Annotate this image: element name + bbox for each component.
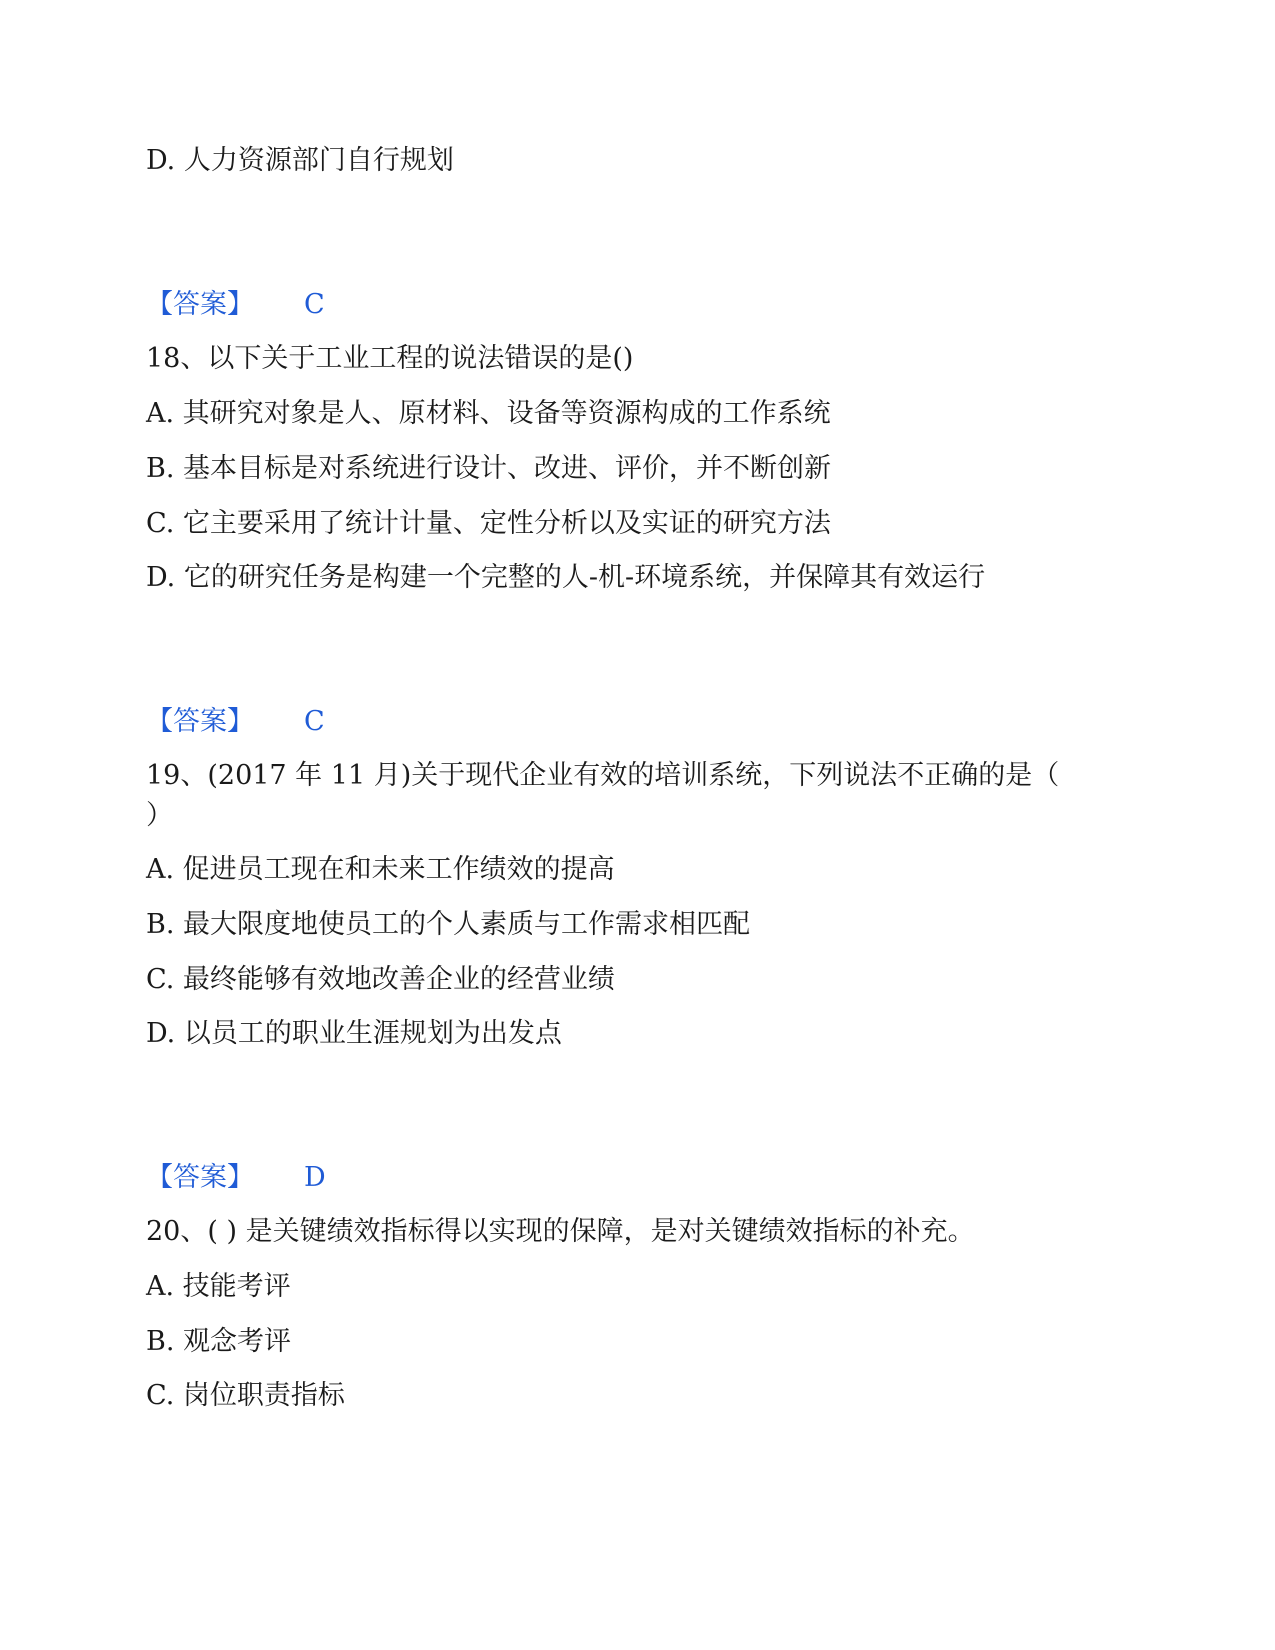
answer-label: 【答案】 <box>146 289 254 320</box>
q20-stem: 20、( ) 是关键绩效指标得以实现的保障，是对关键绩效指标的补充。 <box>146 1216 975 1247</box>
q19-option-d: D. 以员工的职业生涯规划为出发点 <box>146 1018 562 1049</box>
q20-option-c: C. 岗位职责指标 <box>146 1380 345 1411</box>
q18-option-d: D. 它的研究任务是构建一个完整的人-机-环境系统，并保障其有效运行 <box>146 562 986 593</box>
q20-option-b: B. 观念考评 <box>146 1326 292 1357</box>
answer-q18 <box>146 705 325 739</box>
answer-label: 【答案】 <box>146 706 254 737</box>
q18-stem: 18、以下关于工业工程的说法错误的是() <box>146 343 634 374</box>
q19-stem-line2: ） <box>146 800 173 831</box>
answer-value: D <box>304 1162 326 1193</box>
q19-option-c: C. 最终能够有效地改善企业的经营业绩 <box>146 964 615 995</box>
answer-q19 <box>146 1161 326 1195</box>
q18-option-c: C. 它主要采用了统计计量、定性分析以及实证的研究方法 <box>146 508 831 539</box>
q20-option-a: A. 技能考评 <box>146 1271 291 1302</box>
q18-option-b: B. 基本目标是对系统进行设计、改进、评价，并不断创新 <box>146 453 832 484</box>
answer-value: C <box>304 706 325 737</box>
q18-option-a: A. 其研究对象是人、原材料、设备等资源构成的工作系统 <box>146 398 831 429</box>
prev-option-d: D. 人力资源部门自行规划 <box>146 145 454 176</box>
answer-label: 【答案】 <box>146 1162 254 1193</box>
answer-q17 <box>146 288 325 322</box>
q19-stem-line1: 19、(2017 年 11 月)关于现代企业有效的培训系统，下列说法不正确的是（ <box>146 760 1060 791</box>
q19-option-a: A. 促进员工现在和未来工作绩效的提高 <box>146 854 615 885</box>
q19-option-b: B. 最大限度地使员工的个人素质与工作需求相匹配 <box>146 909 751 940</box>
answer-value: C <box>304 289 325 320</box>
